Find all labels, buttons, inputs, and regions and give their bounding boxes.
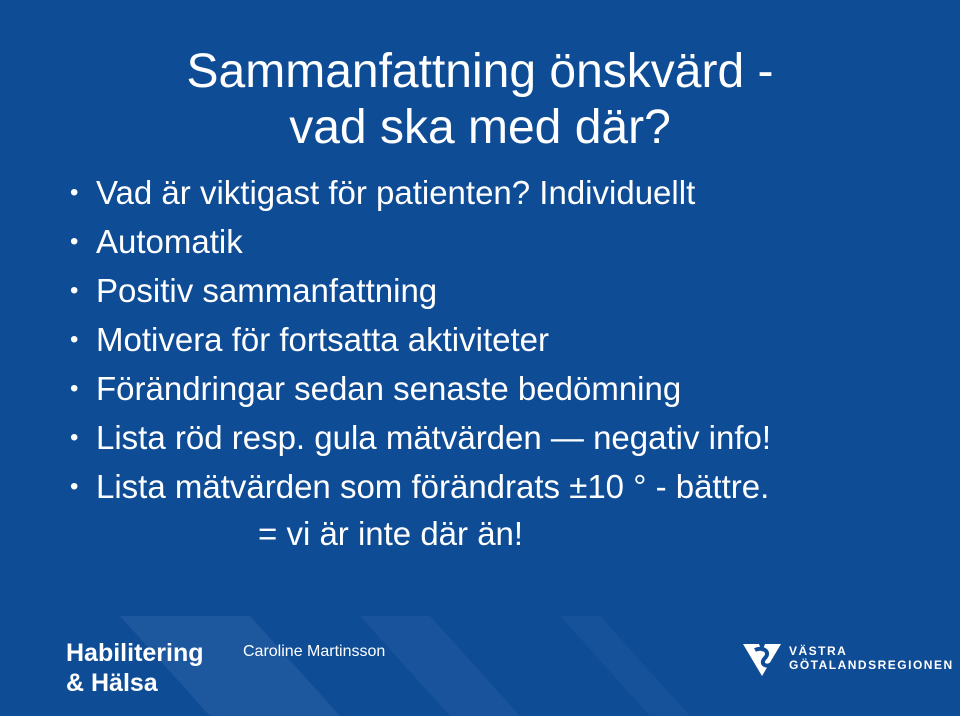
list-item bbox=[70, 315, 950, 364]
bullet-dot-icon: • bbox=[70, 228, 79, 255]
bullet-text: Automatik bbox=[96, 223, 243, 260]
bullet-dot-icon: • bbox=[70, 326, 79, 353]
brand-line-2: & Hälsa bbox=[66, 669, 158, 697]
bullet-text: Lista röd resp. gula mätvärden — negativ info! bbox=[96, 419, 772, 456]
brand-logo bbox=[66, 638, 204, 698]
bullet-dot-icon: • bbox=[70, 375, 79, 402]
conclusion-text: = vi är inte där än! bbox=[258, 515, 524, 552]
brand-line-1: Habilitering bbox=[66, 639, 204, 667]
bullet-list bbox=[70, 168, 950, 511]
slide-title bbox=[0, 44, 960, 156]
list-item bbox=[70, 217, 950, 266]
bullet-dot-icon: • bbox=[70, 179, 79, 206]
bullet-text: Vad är viktigast för patienten? Individuellt bbox=[96, 174, 696, 211]
list-item bbox=[70, 413, 950, 462]
bullet-text: Motivera för fortsatta aktiviteter bbox=[96, 321, 549, 358]
bullet-dot-icon: • bbox=[70, 473, 79, 500]
footer bbox=[0, 616, 960, 716]
bullet-dot-icon: • bbox=[70, 277, 79, 304]
bullet-text: Positiv sammanfattning bbox=[96, 272, 438, 309]
list-item bbox=[70, 168, 950, 217]
presenter-name: Caroline Martinsson bbox=[243, 643, 386, 660]
list-item bbox=[70, 364, 950, 413]
bullet-text: Lista mätvärden som förändrats ±10 ° - bättre. bbox=[96, 468, 770, 505]
vgr-logo-icon bbox=[741, 638, 783, 680]
org-line-2: GÖTALANDSREGIONEN bbox=[789, 658, 954, 672]
bullet-dot-icon: • bbox=[70, 424, 79, 451]
bullet-text: Förändringar sedan senaste bedömning bbox=[96, 370, 682, 407]
title-line-2: vad ska med där? bbox=[289, 101, 671, 154]
title-line-1: Sammanfattning önskvärd - bbox=[186, 45, 774, 98]
org-line-1: VÄSTRA bbox=[789, 644, 848, 658]
list-item bbox=[70, 266, 950, 315]
org-name bbox=[789, 644, 954, 672]
list-item bbox=[70, 462, 950, 511]
